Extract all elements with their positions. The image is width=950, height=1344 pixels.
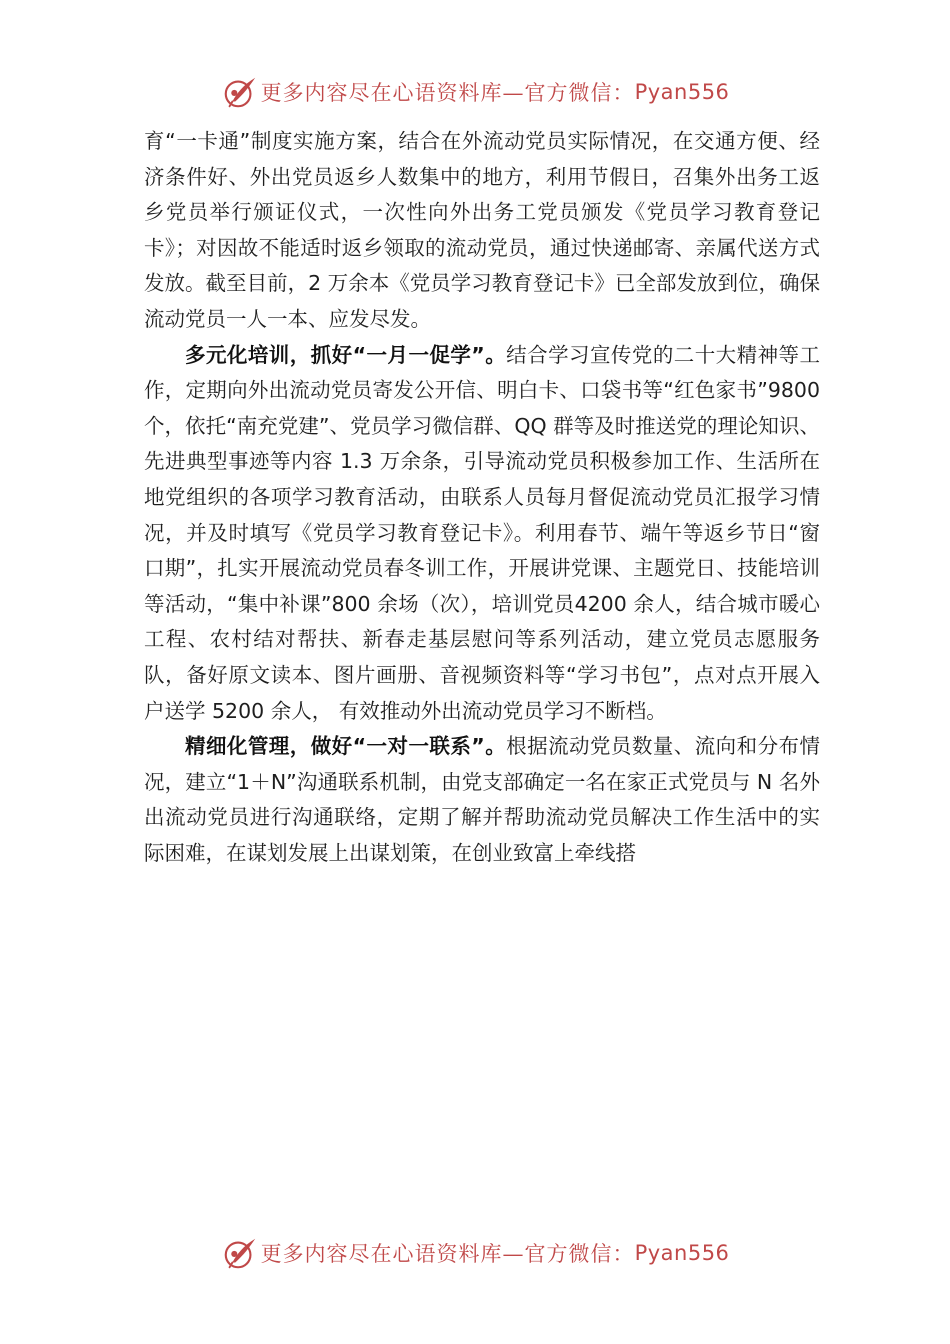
paragraph-text: 结合学习宣传党的二十大精神等工作，定期向外出流动党员寄发公开信、明白卡、口袋书等“红色家书”9800 个，依托“南充党建”、党员学习微信群、QQ 群等及时推送党的理论知识、先进典型事迹等内容 1.3 万余条，引导流动党员积极参加工作、生活所在地党组织的各项学习教育活动，由联系人员每月督促流动党员汇报学习情况，并及时填写《党员学习教育登记卡》。利用春节、端午等返乡节日“窗口期”，扎实开展流动党员春冬训工作，开展讲党课、主题党日、技能培训等活动，“集中补课”800 余场（次），培训党员4200 余人，结合城市暖心工程、农村结对帮扶、新春走基层慰问等系列活动，建立党员志愿服务队，备好原文读本、图片画册、音视频资料等“学习书包”，点对点开展入户送学 5200 余人， 有效推动外出流动党员学习不断档。 — [144, 342, 820, 723]
quill-pen-logo-icon — [221, 73, 259, 111]
document-body — [144, 124, 820, 871]
paragraph-text: 育“一卡通”制度实施方案，结合在外流动党员实际情况，在交通方便、经济条件好、外出党员返乡人数集中的地方，利用节假日，召集外出务工返乡党员举行颁证仪式，一次性向外出务工党员颁发《党员学习教育登记卡》；对因故不能适时返乡领取的流动党员，通过快递邮寄、亲属代送方式发放。截至目前，2 万余本《党员学习教育登记卡》已全部发放到位，确保流动党员一人一本、应发尽发。 — [144, 129, 820, 331]
header-slogan: 更多内容尽在心语资料库—官方微信： — [260, 81, 635, 105]
paragraph-lead: 多元化培训，抓好“一月一促学”。 — [185, 342, 507, 367]
quill-pen-logo-icon — [221, 1234, 259, 1272]
header-wechat-id: Pyan556 — [634, 80, 730, 104]
footer-banner — [0, 1233, 950, 1273]
paragraph-continued — [144, 124, 820, 338]
footer-slogan: 更多内容尽在心语资料库—官方微信： — [260, 1242, 635, 1266]
header-banner — [0, 72, 950, 112]
paragraph-training — [144, 338, 820, 730]
footer-wechat-id: Pyan556 — [634, 1241, 730, 1265]
paragraph-lead: 精细化管理，做好“一对一联系”。 — [185, 734, 507, 759]
paragraph-management — [144, 729, 820, 871]
paragraph-text: 根据流动党员数量、流向和分布情况，建立“1＋N”沟通联系机制，由党支部确定一名在家正式党员与 N 名外出流动党员进行沟通联络，定期了解并帮助流动党员解决工作生活中的实际困难，在谋划发展上出谋划策，在创业致富上牵线搭 — [144, 734, 820, 865]
